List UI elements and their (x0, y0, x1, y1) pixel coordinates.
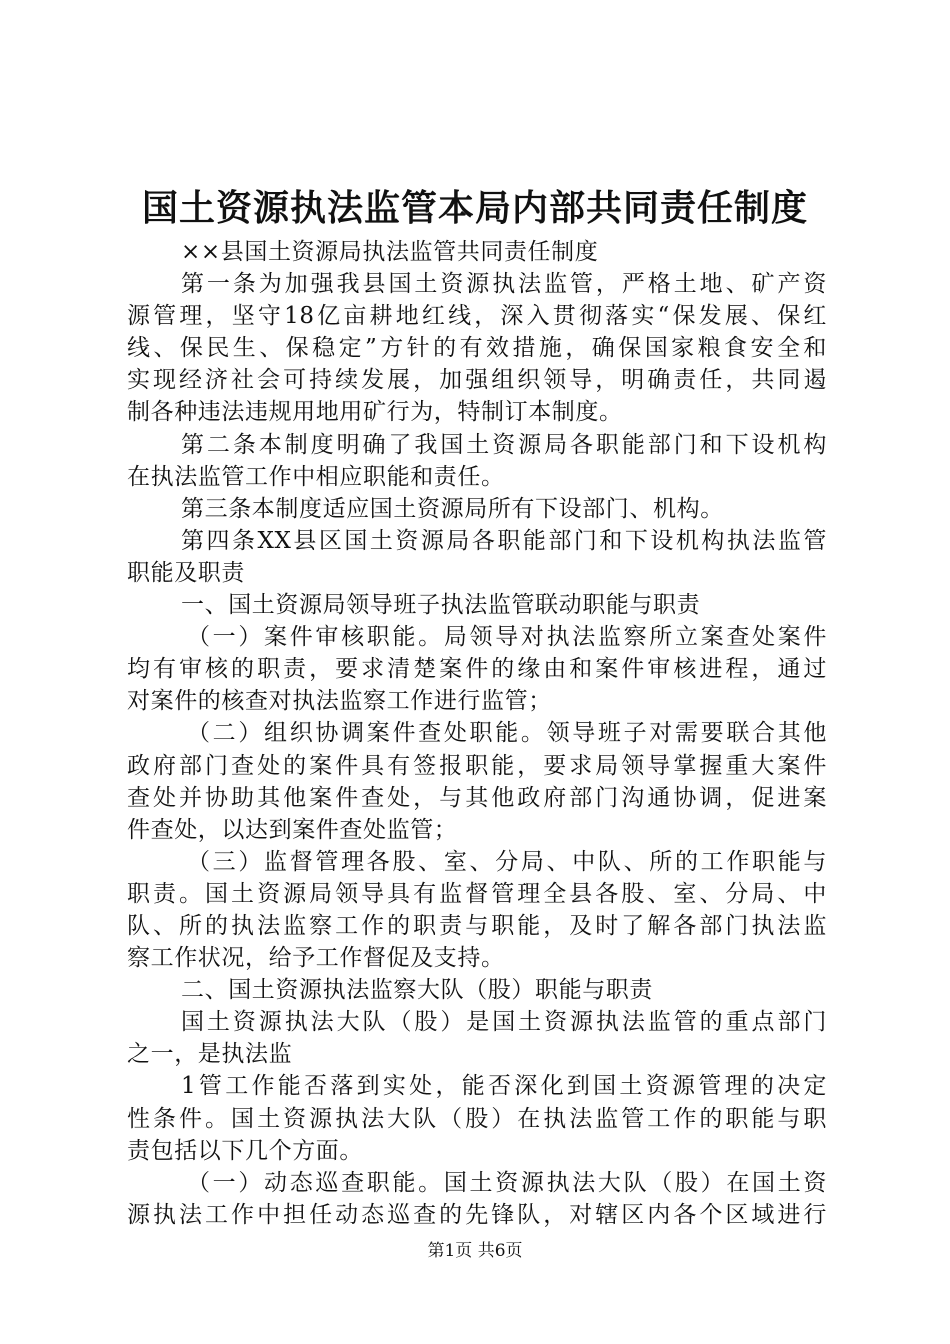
paragraph-line: 实现经济社会可持续发展，加强组织领导，明确责任，共同遏 (127, 367, 827, 394)
paragraph-line: 对案件的核查对执法监察工作进行监管； (127, 688, 552, 715)
paragraph-line: 1管工作能否落到实处，能否深化到国土资源管理的决定 (181, 1073, 827, 1100)
paragraph-line: 第三条本制度适应国土资源局所有下设部门、机构。 (181, 495, 724, 522)
paragraph-line: 一、国土资源局领导班子执法监管联动职能与职责 (181, 592, 701, 619)
document-title: 国土资源执法监管本局内部共同责任制度 (141, 187, 808, 229)
paragraph-line: ××县国土资源局执法监管共同责任制度 (181, 239, 599, 265)
paragraph-line: 二、国土资源执法监察大队（股）职能与职责 (181, 977, 653, 1004)
paragraph-line: 线、保民生、保稳定”方针的有效措施，确保国家粮食安全和 (127, 335, 827, 362)
paragraph-line: 第四条XX县区国土资源局各职能部门和下设机构执法监管 (181, 527, 827, 554)
paragraph-line: 察工作状况，给予工作督促及支持。 (127, 945, 505, 972)
paragraph-line: 之一，是执法监 (127, 1041, 293, 1068)
paragraph-line: 第二条本制度明确了我国土资源局各职能部门和下设机构 (181, 431, 827, 458)
paragraph-line: 职能及职责 (127, 559, 245, 586)
paragraph-line: 责包括以下几个方面。 (127, 1137, 363, 1164)
paragraph-line: 队、所的执法监察工作的职责与职能，及时了解各部门执法监 (127, 912, 827, 939)
paragraph-line: 国土资源执法大队（股）是国土资源执法监管的重点部门 (181, 1009, 827, 1036)
document-body (127, 236, 827, 1231)
paragraph-line: （二）组织协调案件查处职能。领导班子对需要联合其他 (187, 720, 827, 747)
paragraph-line: 件查处，以达到案件查处监管； (127, 816, 458, 843)
paragraph-line: 源执法工作中担任动态巡查的先锋队，对辖区内各个区域进行 (127, 1201, 827, 1228)
paragraph-line: （一）案件审核职能。局领导对执法监察所立案查处案件 (187, 624, 827, 651)
paragraph-line: （三）监督管理各股、室、分局、中队、所的工作职能与 (187, 848, 827, 875)
paragraph-line: 均有审核的职责，要求清楚案件的缘由和案件审核进程，通过 (127, 656, 827, 683)
paragraph-line: 在执法监管工作中相应职能和责任。 (127, 463, 505, 490)
paragraph-line: 性条件。国土资源执法大队（股）在执法监管工作的职能与职 (127, 1105, 827, 1132)
paragraph-line: 第一条为加强我县国土资源执法监管，严格土地、矿产资 (181, 271, 827, 298)
paragraph-line: 查处并协助其他案件查处，与其他政府部门沟通协调，促进案 (127, 784, 827, 811)
page-footer: 第1页 共6页 (427, 1241, 523, 1261)
paragraph-line: 源管理，坚守18亿亩耕地红线，深入贯彻落实“保发展、保红 (127, 303, 827, 330)
paragraph-line: 职责。国土资源局领导具有监督管理全县各股、室、分局、中 (127, 880, 827, 907)
paragraph-line: （一）动态巡查职能。国土资源执法大队（股）在国土资 (187, 1169, 827, 1196)
paragraph-line: 制各种违法违规用地用矿行为，特制订本制度。 (127, 399, 623, 426)
paragraph-line: 政府部门查处的案件具有签报职能，要求局领导掌握重大案件 (127, 752, 827, 779)
